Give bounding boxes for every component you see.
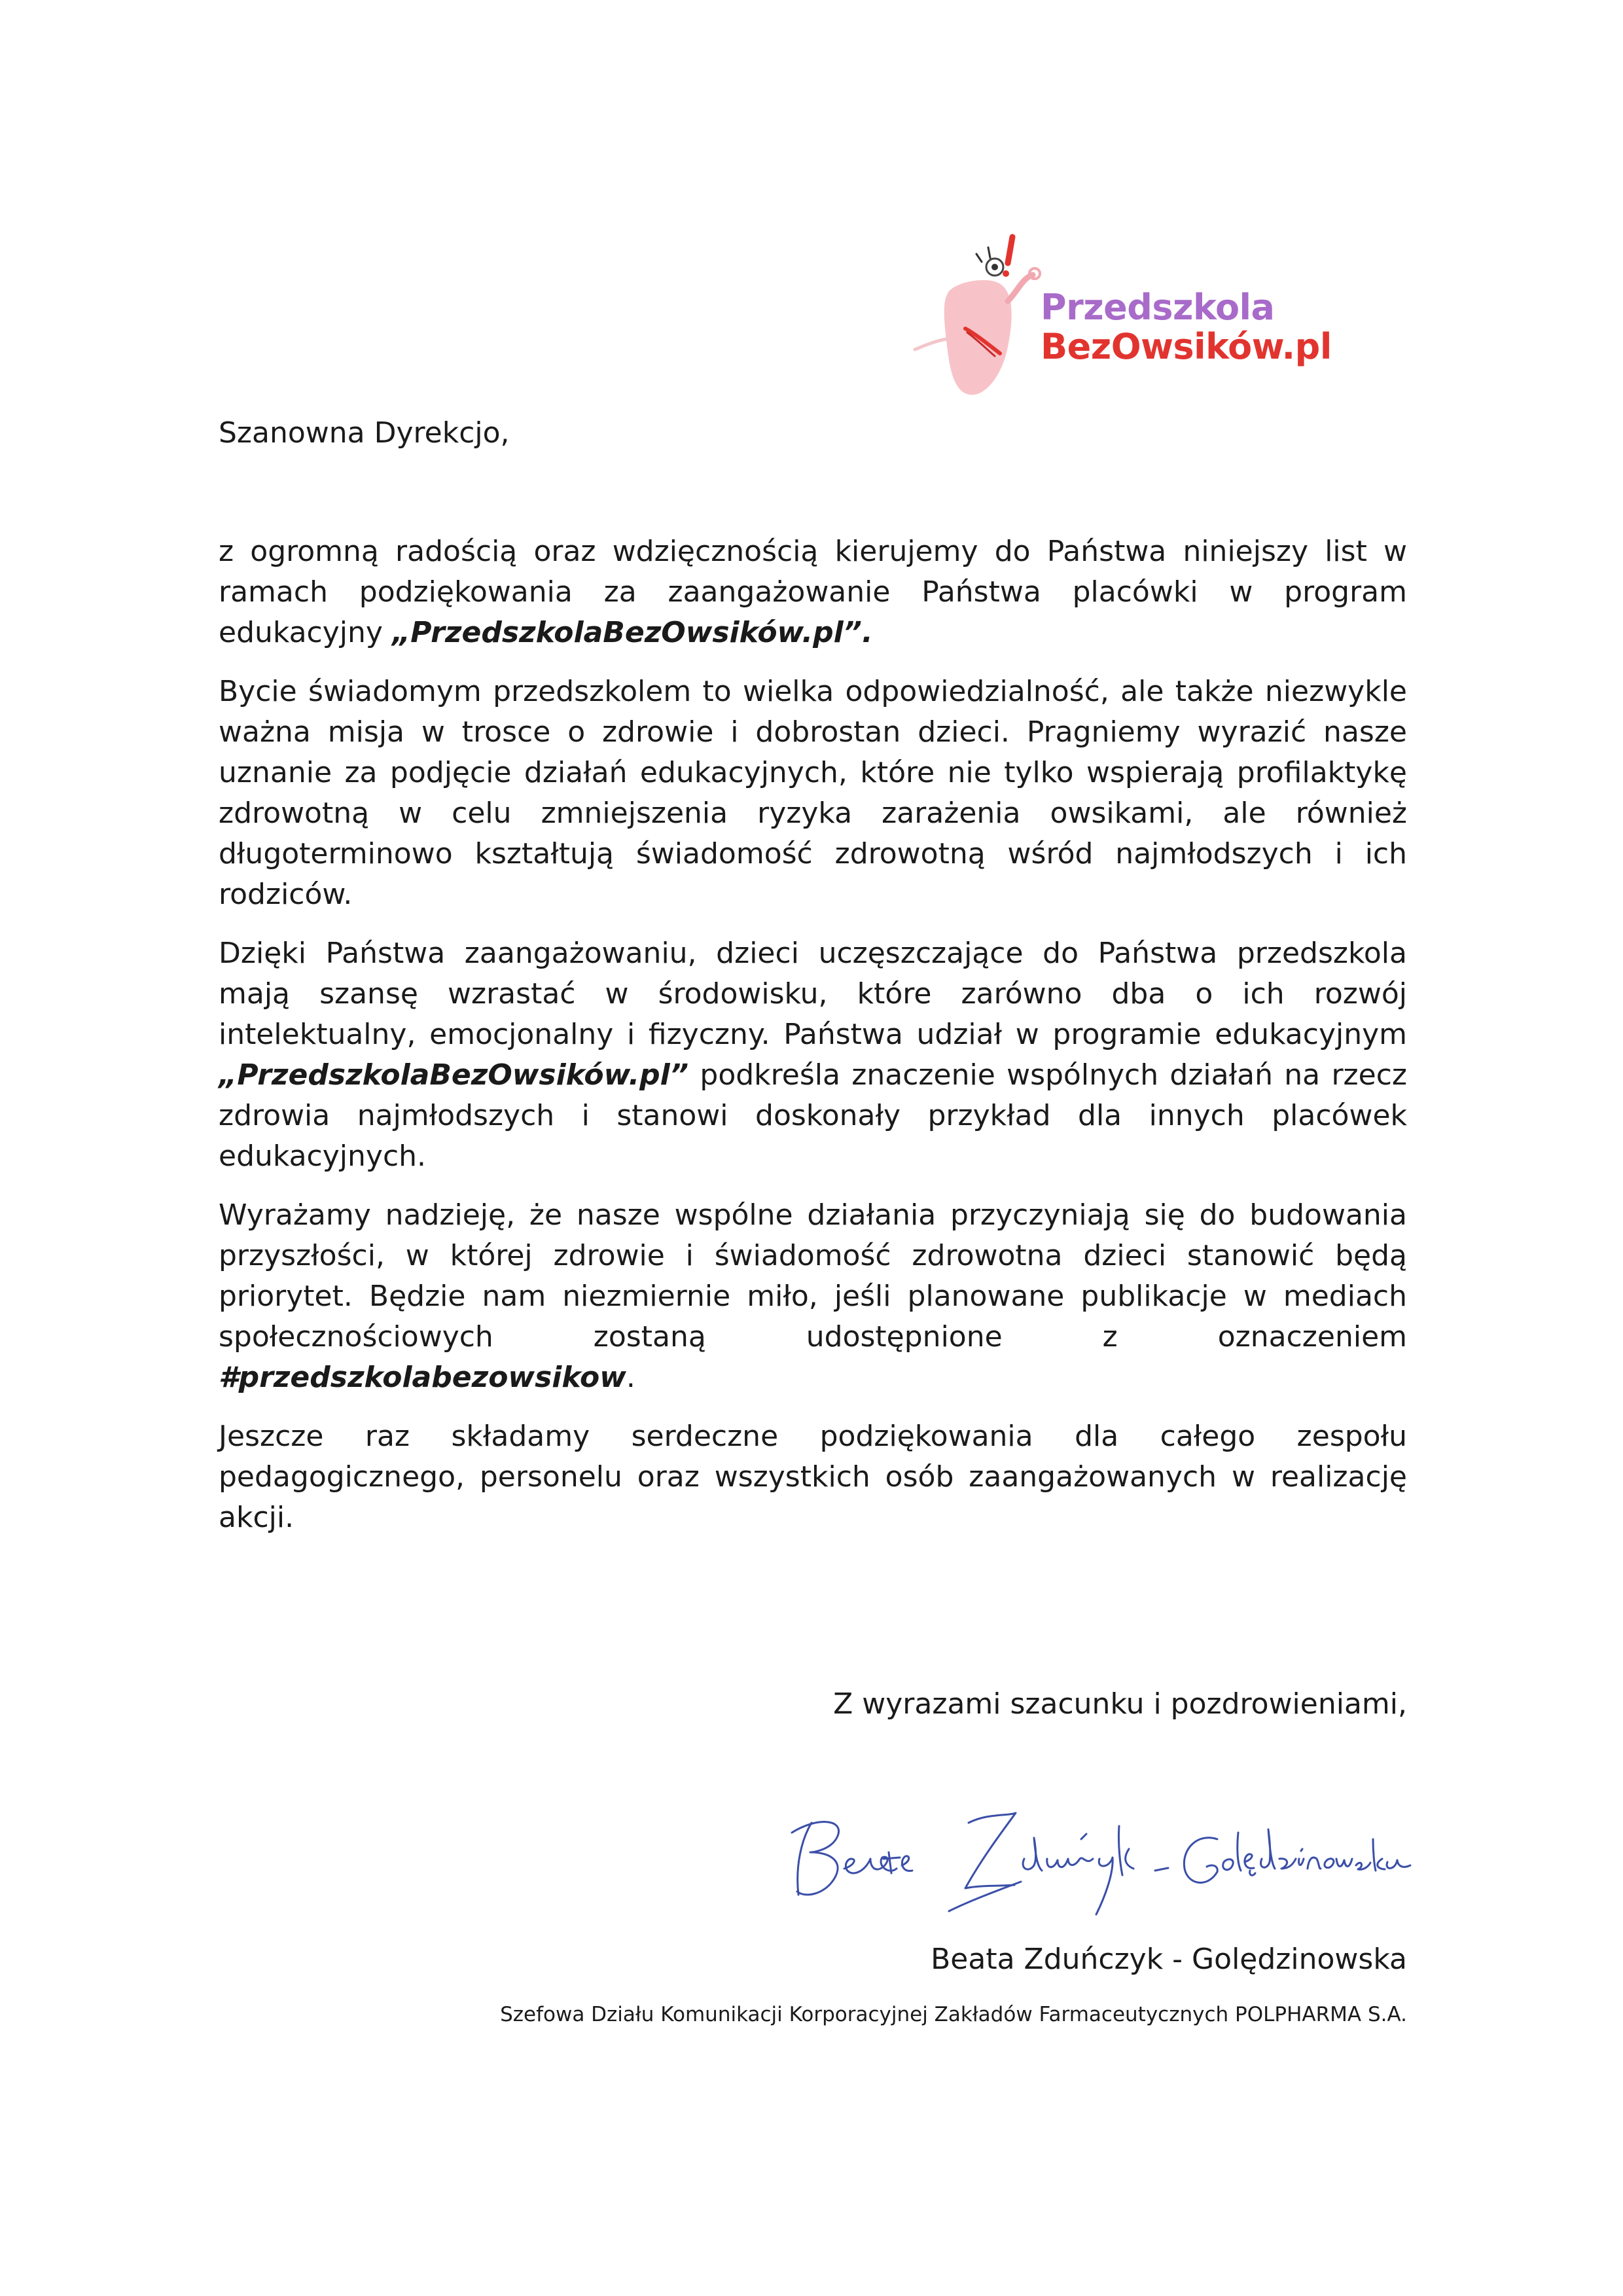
paragraph-4-text-b: . [626,1361,635,1394]
paragraph-3-text-a: Dzięki Państwa zaangażowaniu, dzieci uczęszczające do Państwa przedszkola mają szansę wzrastać w środowisku, które zarówno dba o ich rozwój intelektualny, emocjonalny i fizyczny. Państwa udział w programie edukacyjnym [219,937,1407,1051]
letter-closing: Z wyrazami szacunku i pozdrowieniami, [833,1687,1407,1721]
brand-logo [903,223,1374,406]
hashtag-emphasis: #przedszkolabezowsikow [219,1361,626,1394]
paragraph-1-text: z ogromną radością oraz wdzięcznością kierujemy do Państwa niniejszy list w ramach podziękowania za zaangażowanie Państwa placówki w program edukacyjny [219,535,1407,649]
letter-greeting: Szanowna Dyrekcjo, [219,416,510,450]
worm-mascot-icon [903,223,1047,406]
paragraph-2: Bycie świadomym przedszkolem to wielka odpowiedzialność, ale także niezwykle ważna misja w trosce o zdrowie i dobrostan dzieci. Pragniemy wyrazić nasze uznanie za podjęcie działań edukacyjnych, które nie tylko wspierają profilaktykę zdrowotną w celu zmniejszenia ryzyka zarażenia owsikami, ale również długoterminowo kształtują świadomość zdrowotną wśród najmłodszych i ich rodziców. [219,675,1407,911]
paragraph-3 [219,933,1407,1177]
paragraph-3-text-b: podkreśla znaczenie wspólnych działań na rzecz zdrowia najmłodszych i stanowi doskonały przykład dla innych placówek edukacyjnych. [219,1058,1407,1173]
signer-title: Szefowa Działu Komunikacji Korporacyjnej Zakładów Farmaceutycznych POLPHARMA S.A. [500,2003,1407,2026]
paragraph-5: Jeszcze raz składamy serdeczne podziękowania dla całego zespołu pedagogicznego, personelu oraz wszystkich osób zaangażowanych w realizację akcji. [219,1420,1407,1534]
program-name-emphasis: „PrzedszkolaBezOwsików.pl”. [391,616,873,649]
paragraph-4 [219,1195,1407,1398]
paragraph-1 [219,531,1407,653]
handwritten-signature [772,1761,1414,1931]
letter-body [219,531,1407,1556]
program-name-emphasis: „PrzedszkolaBezOwsików.pl” [219,1058,689,1092]
signer-name: Beata Zduńczyk - Golędzinowska [931,1943,1407,1976]
paragraph-4-text-a: Wyrażamy nadzieję, że nasze wspólne działania przyczyniają się do budowania przyszłości, w której zdrowie i świadomość zdrowotna dzieci stanowić będą priorytet. Będzie nam niezmiernie miło, jeśli planowane publikacje w mediach społecznościowych zostaną udostępnione z oznaczeniem [219,1198,1407,1354]
logo-text-przedszkola: Przedszkola [1041,287,1275,328]
logo-text-bezowsikow: BezOwsików.pl [1041,326,1332,367]
